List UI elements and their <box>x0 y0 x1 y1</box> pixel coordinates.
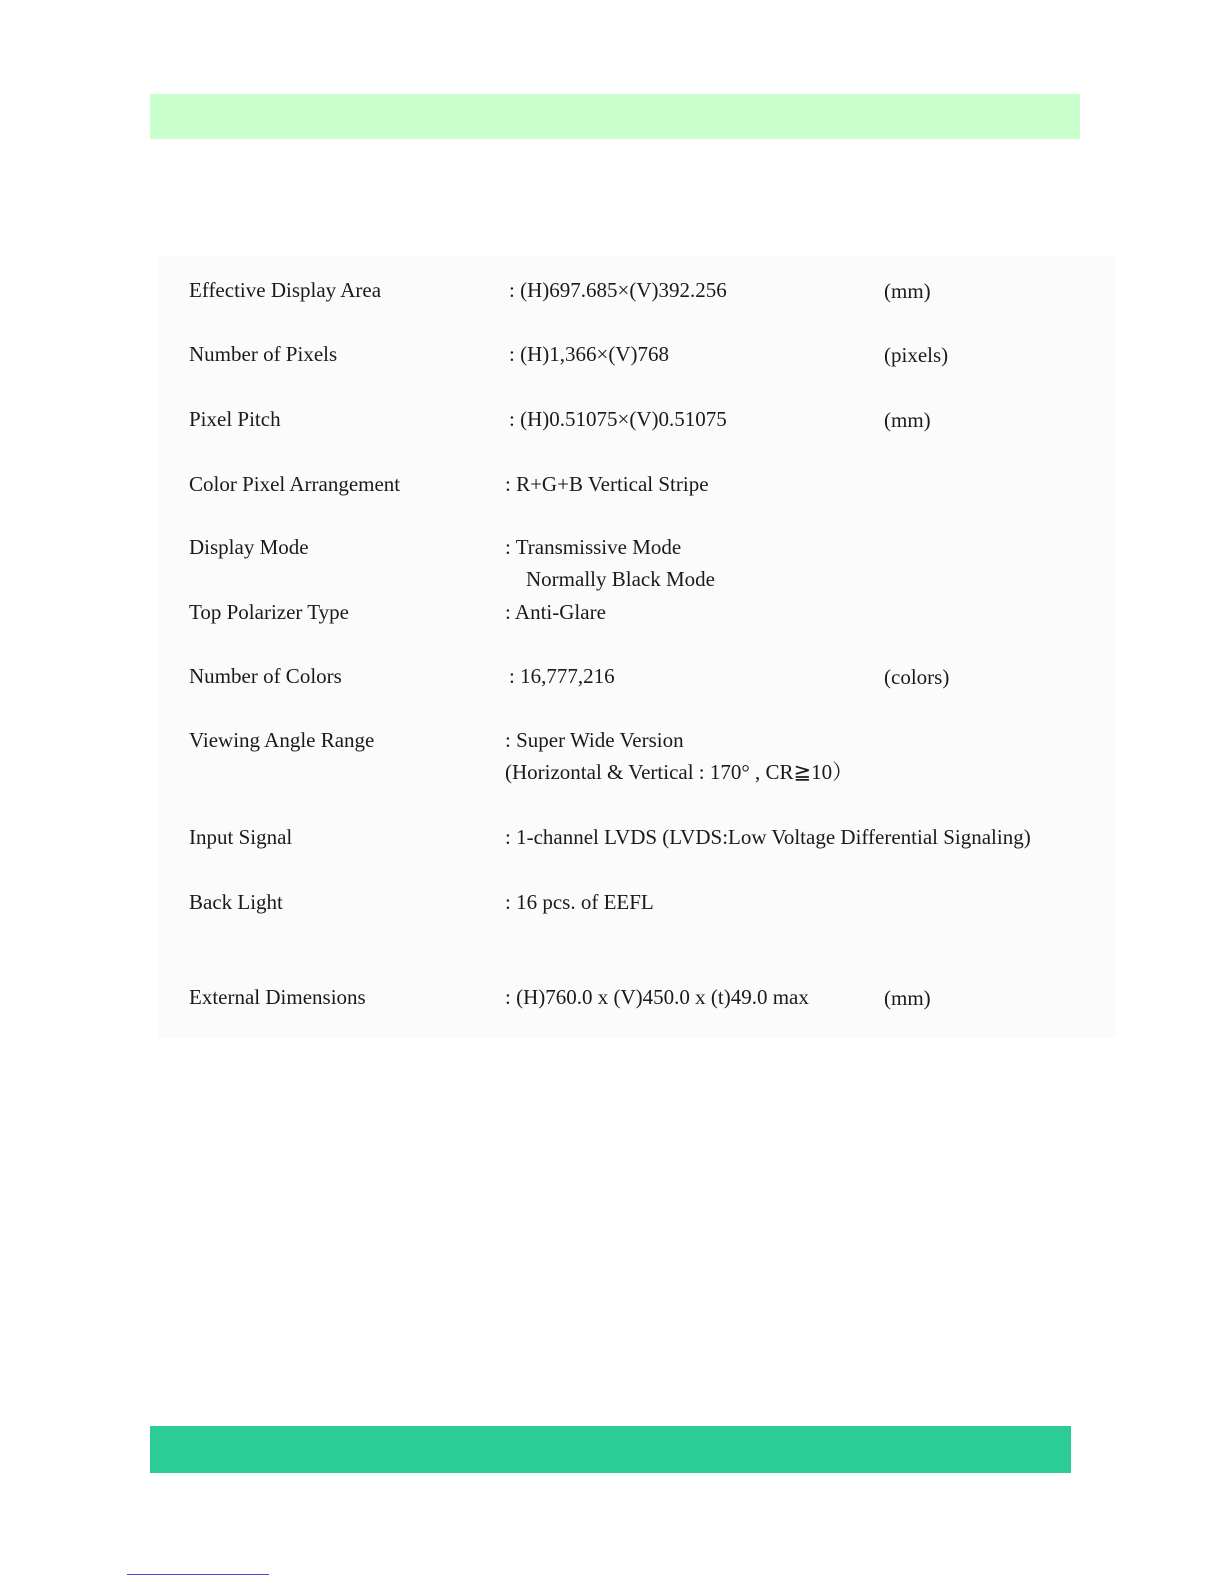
spec-label-display-area: Effective Display Area <box>189 278 382 302</box>
spec-value-colors: : 16,777,216 <box>509 664 615 688</box>
spec-label-input-signal: Input Signal <box>189 825 293 849</box>
spec-value-viewing-angle-line-2: (Horizontal & Vertical : 170° , CR≧10） <box>505 760 854 784</box>
spec-value-back-light: : 16 pcs. of EEFL <box>505 890 654 914</box>
spec-value-pixel-arrangement: : R+G+B Vertical Stripe <box>505 472 709 496</box>
spec-unit-pixels: (pixels) <box>884 343 949 367</box>
footer-band <box>150 1426 1071 1473</box>
spec-value-display-area: : (H)697.685×(V)392.256 <box>509 278 727 302</box>
spec-value-input-signal: : 1-channel LVDS (LVDS:Low Voltage Differential Signaling) <box>505 825 1031 849</box>
spec-unit-external-dimensions: (mm) <box>884 986 931 1010</box>
spec-label-polarizer: Top Polarizer Type <box>189 600 349 624</box>
spec-unit-colors: (colors) <box>884 665 950 689</box>
spec-table <box>158 256 1116 1038</box>
spec-label-viewing-angle: Viewing Angle Range <box>189 728 375 752</box>
spec-label-display-mode: Display Mode <box>189 535 309 559</box>
spec-value-display-mode: : Transmissive Mode <box>505 535 682 559</box>
spec-label-back-light: Back Light <box>189 890 283 914</box>
footer-link-rule <box>127 1574 269 1575</box>
header-band <box>150 94 1080 139</box>
spec-value-pixels: : (H)1,366×(V)768 <box>509 342 669 366</box>
spec-value-viewing-angle: : Super Wide Version <box>505 728 684 752</box>
spec-label-external-dimensions: External Dimensions <box>189 985 366 1009</box>
spec-unit-display-area: (mm) <box>884 279 931 303</box>
spec-value-pixel-pitch: : (H)0.51075×(V)0.51075 <box>509 407 727 431</box>
spec-unit-pixel-pitch: (mm) <box>884 408 931 432</box>
spec-label-colors: Number of Colors <box>189 664 342 688</box>
spec-value-display-mode-line-2: Normally Black Mode <box>526 567 715 591</box>
spec-value-polarizer: : Anti-Glare <box>505 600 606 624</box>
spec-label-pixel-pitch: Pixel Pitch <box>189 407 281 431</box>
spec-label-pixels: Number of Pixels <box>189 342 338 366</box>
spec-label-pixel-arrangement: Color Pixel Arrangement <box>189 472 401 496</box>
spec-value-external-dimensions: : (H)760.0 x (V)450.0 x (t)49.0 max <box>505 985 809 1009</box>
